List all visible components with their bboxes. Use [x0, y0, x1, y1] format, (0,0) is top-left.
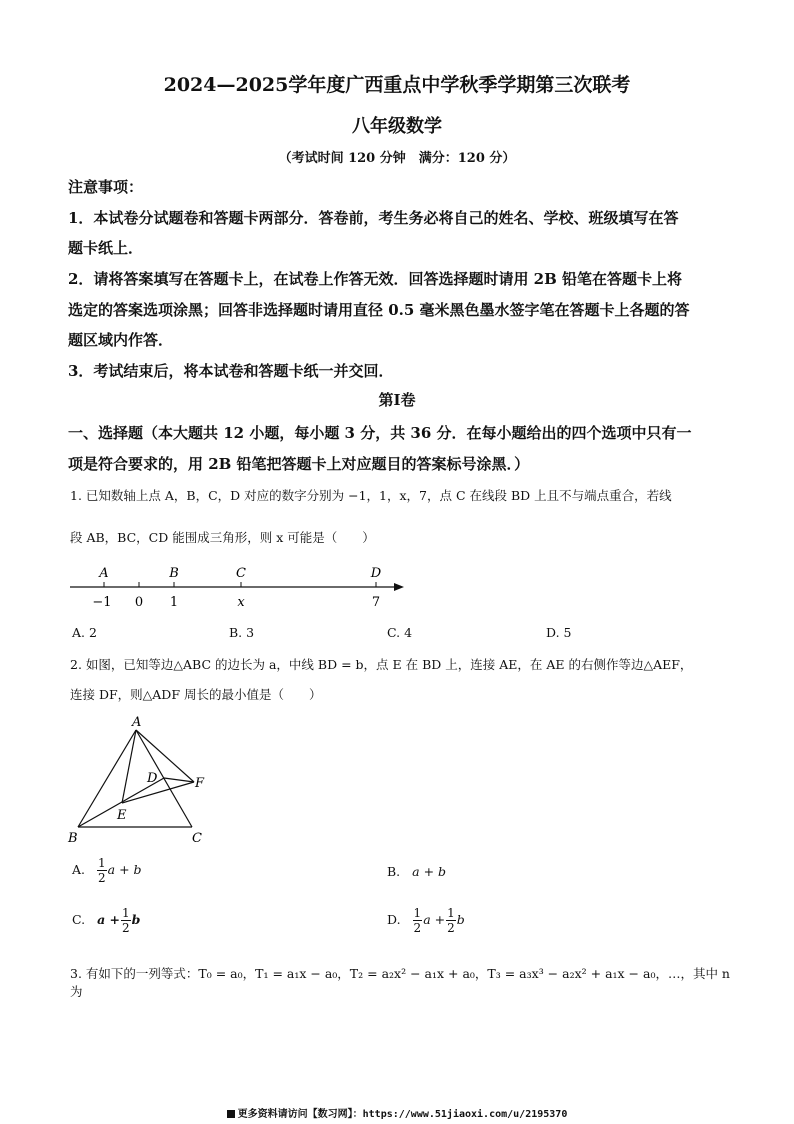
- flag-icon: [227, 1110, 235, 1118]
- option-a-label: A.: [72, 862, 86, 877]
- exam-title: 2024—2025学年度广西重点中学秋季学期第三次联考: [163, 74, 631, 96]
- notes-heading: 注意事项：: [68, 178, 144, 196]
- option-a-expr: a + b: [107, 862, 142, 877]
- tick-label-minus-1: −1: [92, 595, 112, 610]
- point-label-a: A: [99, 566, 109, 581]
- footer[interactable]: [0, 1105, 794, 1120]
- question-1-option-b[interactable]: B. 3: [229, 625, 255, 640]
- segment-ef: [122, 782, 194, 803]
- exam-info: （考试时间 120 分钟 满分：120 分）: [278, 151, 516, 166]
- question-2-option-b[interactable]: [387, 864, 446, 879]
- option-b-expr: a + b: [412, 864, 447, 879]
- question-1-line-2: 段 AB，BC，CD 能围成三角形，则 x 可能是（ ）: [70, 530, 375, 545]
- segment-af: [136, 730, 194, 782]
- fraction-one-half: $\frac{1}{2}$: [122, 906, 130, 935]
- section-heading-line-2: 项是符合要求的，用 2B 铅笔把答题卡上对应题目的答案标号涂黑．）: [68, 455, 530, 473]
- option-b-label: B.: [387, 864, 401, 879]
- option-c-lead: a +: [97, 912, 121, 927]
- vertex-label-c: C: [192, 831, 202, 846]
- option-d-tail: b: [456, 912, 465, 927]
- question-1-line-1: 1. 已知数轴上点 A，B，C，D 对应的数字分别为 −1，1，x，7，点 C 在线段 BD 上且不与端点重合，若线: [70, 488, 672, 503]
- notes-item-2-line-3: 题区域内作答．: [68, 331, 174, 349]
- fraction-one-half: $\frac{1}{2}$: [447, 906, 455, 935]
- question-2-option-d[interactable]: [387, 906, 465, 935]
- tick-label-1: 1: [169, 595, 179, 610]
- vertex-label-b: B: [68, 831, 78, 846]
- tick-label-0: 0: [134, 595, 144, 610]
- option-d-mid: a +: [423, 912, 446, 927]
- option-d-label: D.: [387, 912, 401, 927]
- point-label-b: B: [169, 566, 179, 581]
- exam-subtitle: 八年级数学: [352, 116, 442, 137]
- tick-label-x: x: [237, 595, 245, 610]
- vertex-label-a: A: [132, 715, 142, 730]
- fraction-one-half: $\frac{1}{2}$: [413, 906, 422, 935]
- question-1-option-d[interactable]: D. 5: [546, 625, 572, 640]
- notes-item-1-line-1: 1．本试卷分试题卷和答题卡两部分．答卷前，考生务必将自己的姓名、学校、班级填写在答: [68, 209, 679, 227]
- option-c-label: C.: [72, 912, 86, 927]
- point-label-d: D: [370, 566, 382, 581]
- notes-item-2-line-2: 选定的答案选项涂黑；回答非选择题时请用直径 0.5 毫米黑色墨水签字笔在答题卡上各题的答: [68, 301, 690, 319]
- point-label-d: D: [147, 771, 158, 786]
- question-2-line-1: 2. 如图，已知等边△ABC 的边长为 a，中线 BD = b，点 E 在 BD 上，连接 AE，在 AE 的右侧作等边△AEF，: [70, 657, 693, 672]
- section-heading-line-1: 一、选择题（本大题共 12 小题，每小题 3 分，共 36 分．在每小题给出的四个选项中只有一: [68, 424, 692, 442]
- notes-item-2-line-1: 2．请将答案填写在答题卡上，在试卷上作答无效．回答选择题时请用 2B 铅笔在答题卡上将: [68, 270, 683, 288]
- notes-item-3: 3．考试结束后，将本试卷和答题卡纸一并交回．: [68, 362, 394, 380]
- volume-label: 第Ⅰ卷: [378, 391, 416, 409]
- question-1-option-a[interactable]: A. 2: [72, 625, 97, 640]
- number-line-figure: [66, 560, 411, 612]
- triangle-figure: [64, 712, 214, 848]
- point-label-e: E: [117, 808, 127, 823]
- number-line-arrow-icon: [394, 583, 404, 591]
- question-2-option-c[interactable]: [72, 906, 140, 935]
- footer-link[interactable]: 更多资料请访问【数习网】：https://www.51jiaoxi.com/u/2195370: [237, 1109, 568, 1120]
- question-3-line-1: 3. 有如下的一列等式：T₀ = a₀，T₁ = a₁x − a₀，T₂ = a₂x² − a₁x + a₀，T₃ = a₃x³ − a₂x² + a₁x − a₀，…，其中 n 为: [70, 966, 730, 999]
- fraction-one-half: $\frac{1}{2}$: [98, 856, 106, 885]
- notes-item-1-line-2: 题卡纸上．: [68, 239, 144, 257]
- option-c-tail: b: [131, 912, 141, 927]
- point-label-f: F: [195, 776, 205, 791]
- question-2-line-2: 连接 DF，则△ADF 周长的最小值是（ ）: [70, 687, 322, 702]
- tick-label-7: 7: [371, 595, 381, 610]
- point-label-c: C: [236, 566, 246, 581]
- question-1-option-c[interactable]: C. 4: [387, 625, 413, 640]
- question-2-option-a[interactable]: [72, 856, 142, 885]
